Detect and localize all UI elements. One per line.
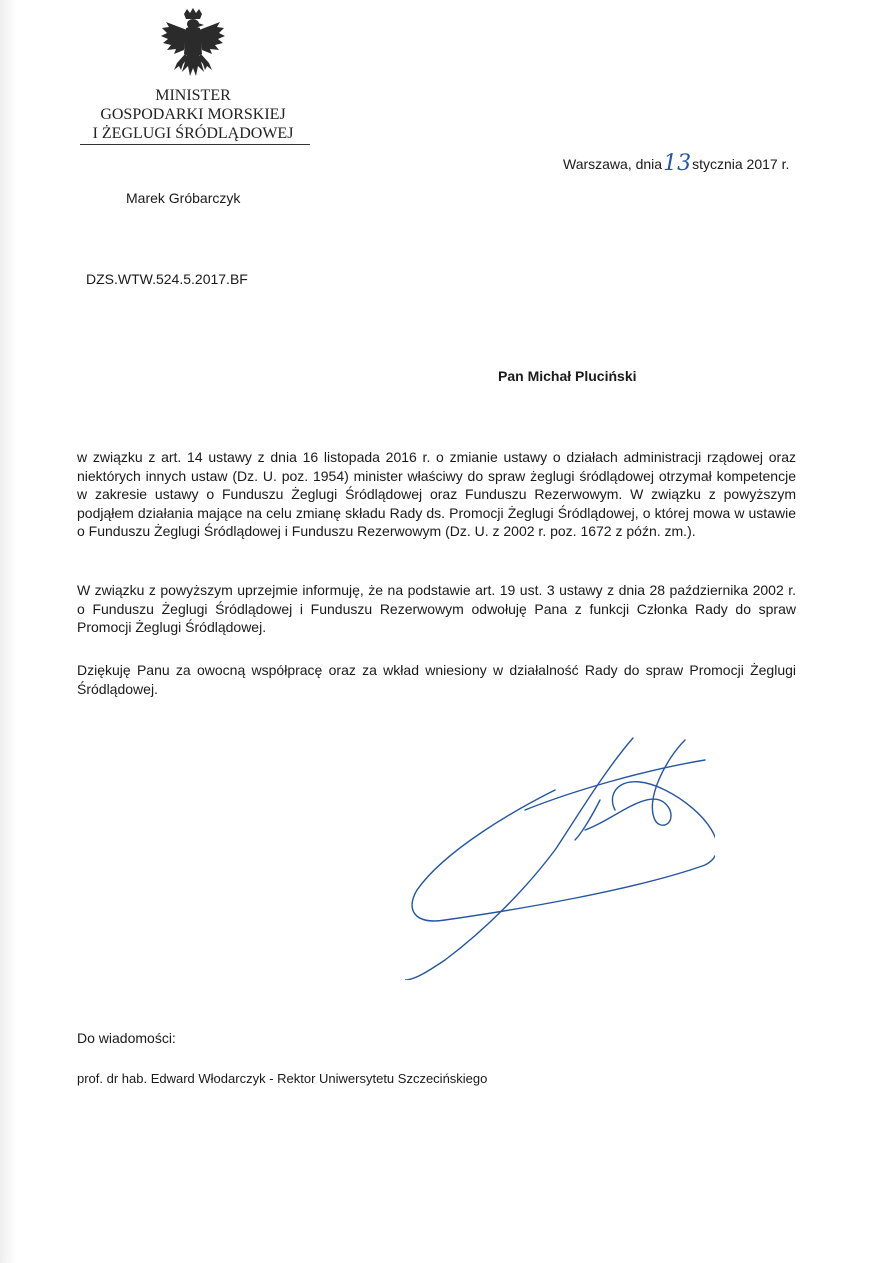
body-paragraph-2: W związku z powyższym uprzejmie informuję, że na podstawie art. 19 ust. 3 ustawy z dnia 28 października 2002 r. o Funduszu Żeglugi Śródlądowej i Funduszu Rezerwowym odwołuję Pana z funkcji Członka Rady do spraw Promocji Żeglugi Śródlądowej.	[77, 582, 796, 635]
ministry-header	[76, 86, 310, 143]
body-paragraph-3: Dziękuję Panu za owocną współpracę oraz za wkład wniesiony w działalność Rady do spraw Promocji Żeglugi Śródlądowej.	[77, 662, 796, 697]
polish-eagle-emblem-icon	[160, 8, 226, 86]
signer-name: Marek Gróbarczyk	[126, 190, 241, 206]
ministry-line-2: GOSPODARKI MORSKIEJ	[100, 106, 286, 123]
cc-label: Do wiadomości:	[77, 1030, 176, 1046]
cc-recipient: prof. dr hab. Edward Włodarczyk - Rektor Uniwersytetu Szczecińskiego	[77, 1071, 488, 1086]
body-paragraph-1: w związku z art. 14 ustawy z dnia 16 listopada 2016 r. o zmianie ustawy o działach administracji rządowej oraz niektórych innych ustaw (Dz. U. poz. 1954) minister właściwy do spraw żeglugi śródlądowej otrzymał kompetencje w zakresie ustawy o Funduszu Żeglugi Śródlądowej oraz Funduszu Rezerwowym. W związku z powyższym podjąłem działania mające na celu zmianę składu Rady ds. Promocji Żeglugi Śródlądowej, o której mowa w ustawie o Funduszu Żeglugi Śródlądowej i Funduszu Rezerwowym (Dz. U. z 2002 r. poz. 1672 z późn. zm.).	[77, 449, 796, 539]
ministry-line-1: MINISTER	[155, 87, 231, 104]
date-day-handwritten: 13	[663, 151, 692, 176]
scan-edge-shadow	[0, 0, 16, 1263]
date-suffix: stycznia 2017 r.	[692, 156, 790, 172]
date-line	[563, 150, 789, 175]
handwritten-signature	[405, 730, 715, 980]
header-underline	[80, 144, 310, 145]
ministry-line-3: I ŻEGLUGI ŚRÓDLĄDOWEJ	[92, 125, 294, 142]
date-prefix: Warszawa, dnia	[563, 156, 663, 172]
reference-number: DZS.WTW.524.5.2017.BF	[86, 271, 248, 287]
addressee: Pan Michał Pluciński	[498, 368, 637, 384]
